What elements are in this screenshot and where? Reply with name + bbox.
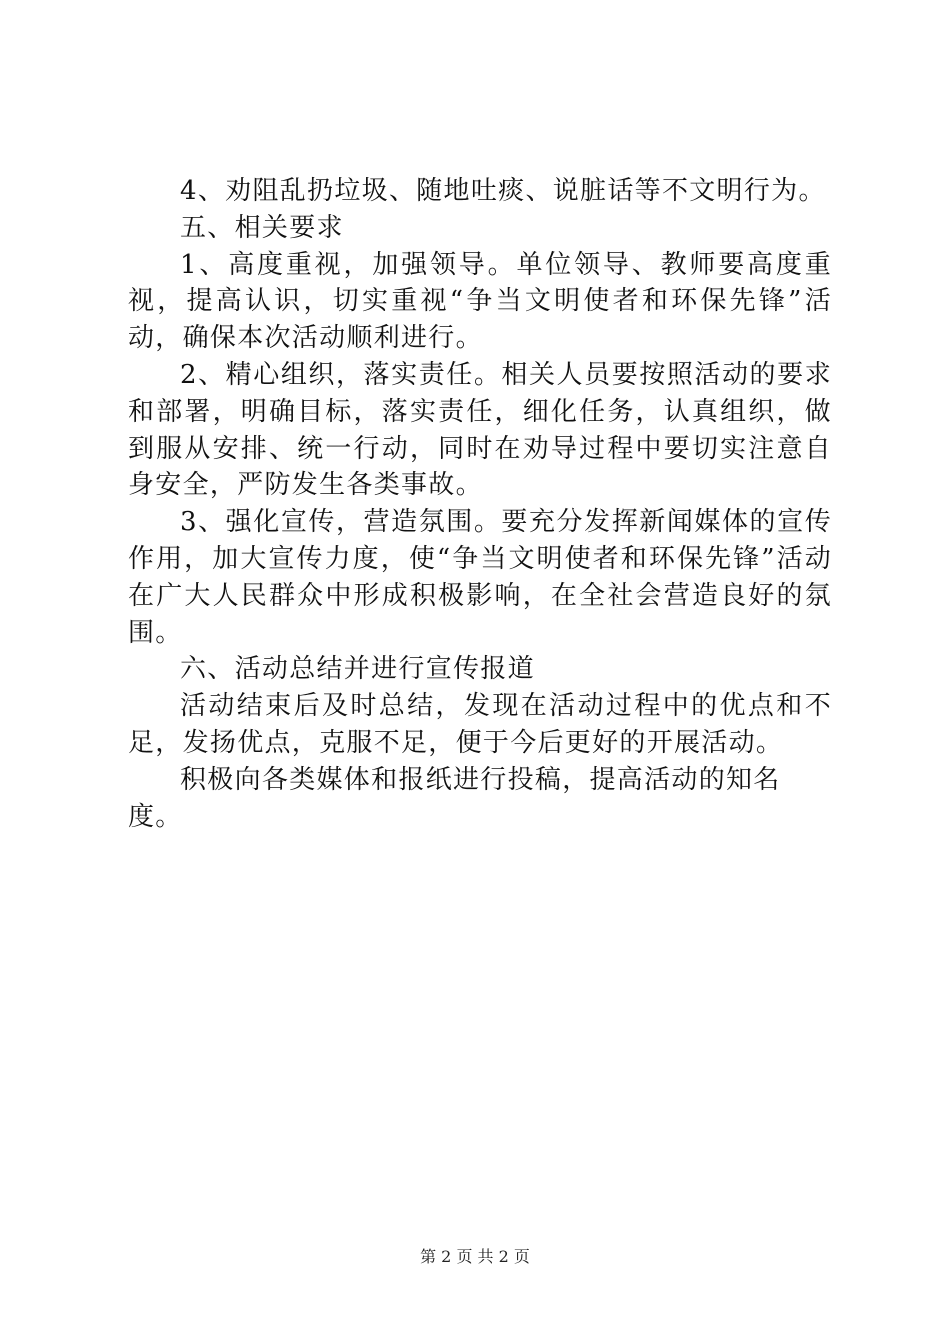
paragraph-requirement-3: 3、强化宣传，营造氛围。要充分发挥新闻媒体的宣传作用，加大宣传力度，使“争当文明使者和环保先锋”活动在广大人民群众中形成积极影响，在全社会营造良好的氛围。 (128, 507, 832, 648)
paragraph-summary: 活动结束后及时总结，发现在活动过程中的优点和不足，发扬优点，克服不足，便于今后更好的开展活动。 (128, 691, 832, 758)
page-number-label: 第 2 页 共 2 页 (420, 1247, 530, 1266)
section-heading-requirements: 五、相关要求 (180, 212, 344, 243)
section-heading-summary: 六、活动总结并进行宣传报道 (180, 654, 535, 685)
paragraph-item-4: 4、劝阻乱扔垃圾、随地吐痰、说脏话等不文明行为。 (180, 176, 826, 206)
page-footer (0, 1244, 950, 1267)
paragraph-publicity: 积极向各类媒体和报纸进行投稿，提高活动的知名度。 (128, 764, 781, 832)
document-body (128, 173, 832, 835)
paragraph-requirement-2: 2、精心组织，落实责任。相关人员要按照活动的要求和部署，明确目标，落实责任，细化任务，认真组织，做到服从安排、统一行动，同时在劝导过程中要切实注意自身安全，严防发生各类事故。 (128, 359, 832, 501)
paragraph-requirement-1: 1、高度重视，加强领导。单位领导、教师要高度重视，提高认识，切实重视“争当文明使者和环保先锋”活动，确保本次活动顺利进行。 (128, 249, 832, 354)
